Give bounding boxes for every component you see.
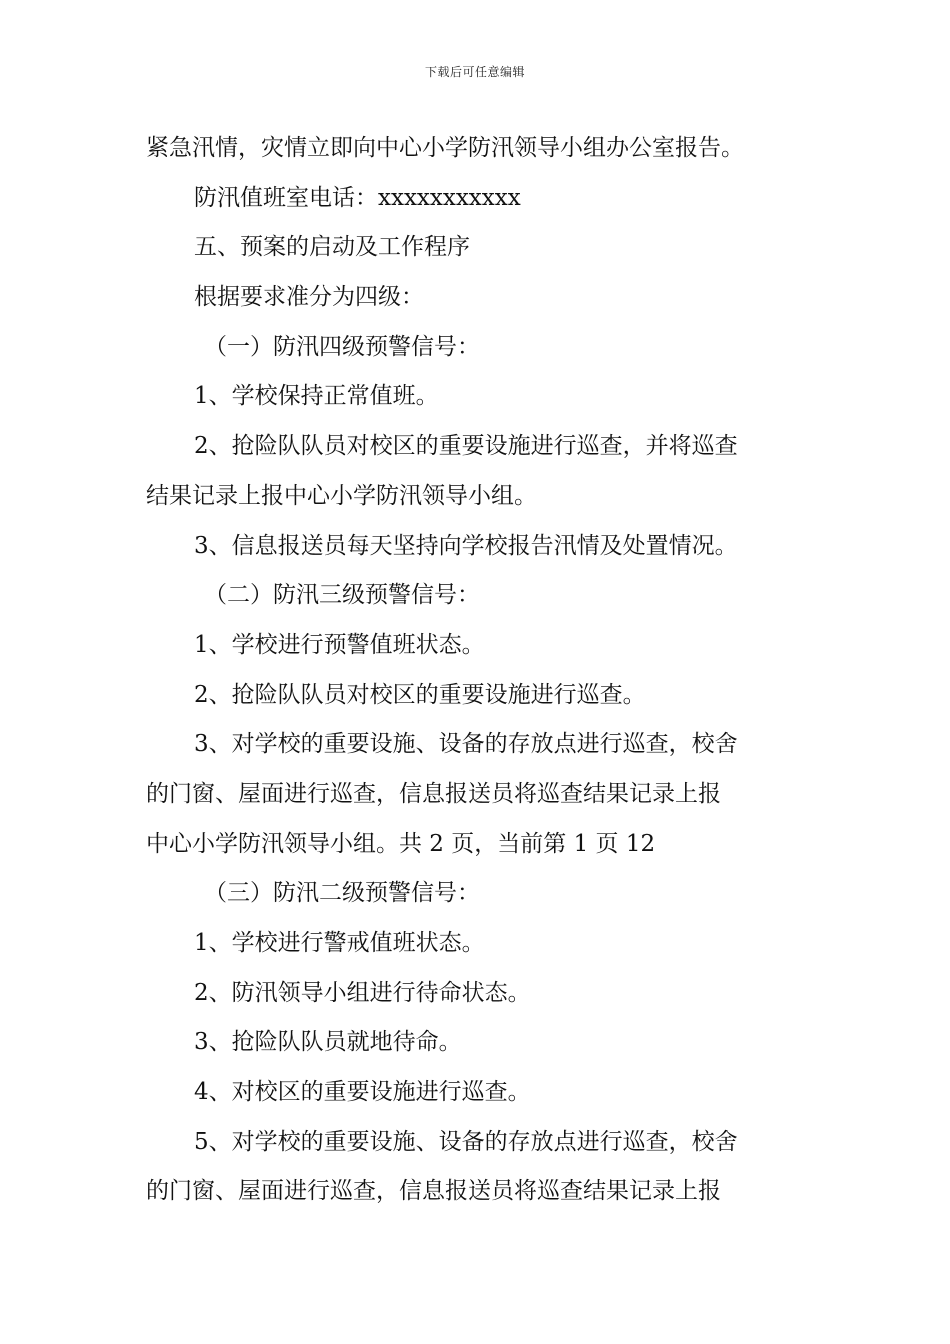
list-item: 2、防汛领导小组进行待命状态。 <box>194 979 531 1006</box>
list-item: 5、对学校的重要设施、设备的存放点进行巡查，校舍 <box>194 1128 738 1155</box>
list-item-continuation: 结果记录上报中心小学防汛领导小组。 <box>146 482 537 509</box>
list-item: 3、抢险队队员就地待命。 <box>194 1029 462 1056</box>
list-item: 1、学校进行预警值班状态。 <box>194 631 485 658</box>
list-item: 1、学校进行警戒值班状态。 <box>194 930 485 956</box>
section-heading: 五、预案的启动及工作程序 <box>194 234 470 261</box>
document-body <box>146 124 812 1217</box>
subsection-heading: （一）防汛四级预警信号： <box>204 333 480 360</box>
list-item: 1、学校保持正常值班。 <box>194 383 439 410</box>
list-item: 2、抢险队队员对校区的重要设施进行巡查，并将巡查 <box>194 433 738 460</box>
list-item: 3、对学校的重要设施、设备的存放点进行巡查，校舍 <box>194 731 738 758</box>
list-item: 4、对校区的重要设施进行巡查。 <box>194 1079 531 1106</box>
page-header: 下载后可任意编辑 <box>424 65 525 79</box>
paragraph-line: 紧急汛情，灾情立即向中心小学防汛领导小组办公室报告。 <box>146 135 744 161</box>
list-item-continuation: 的门窗、屋面进行巡查，信息报送员将巡查结果记录上报 <box>146 1178 721 1205</box>
list-item: 3、信息报送员每天坚持向学校报告汛情及处置情况。 <box>194 532 738 559</box>
list-item-continuation: 的门窗、屋面进行巡查，信息报送员将巡查结果记录上报 <box>146 780 721 807</box>
subsection-heading: （二）防汛三级预警信号： <box>204 582 480 609</box>
paragraph-line: 根据要求准分为四级： <box>194 284 424 311</box>
list-item-continuation: 中心小学防汛领导小组。共 2 页，当前第 1 页 12 <box>146 830 656 857</box>
subsection-heading: （三）防汛二级预警信号： <box>204 880 480 907</box>
list-item: 2、抢险队队员对校区的重要设施进行巡查。 <box>194 681 646 708</box>
paragraph-line: 防汛值班室电话：xxxxxxxxxxx <box>194 184 521 211</box>
